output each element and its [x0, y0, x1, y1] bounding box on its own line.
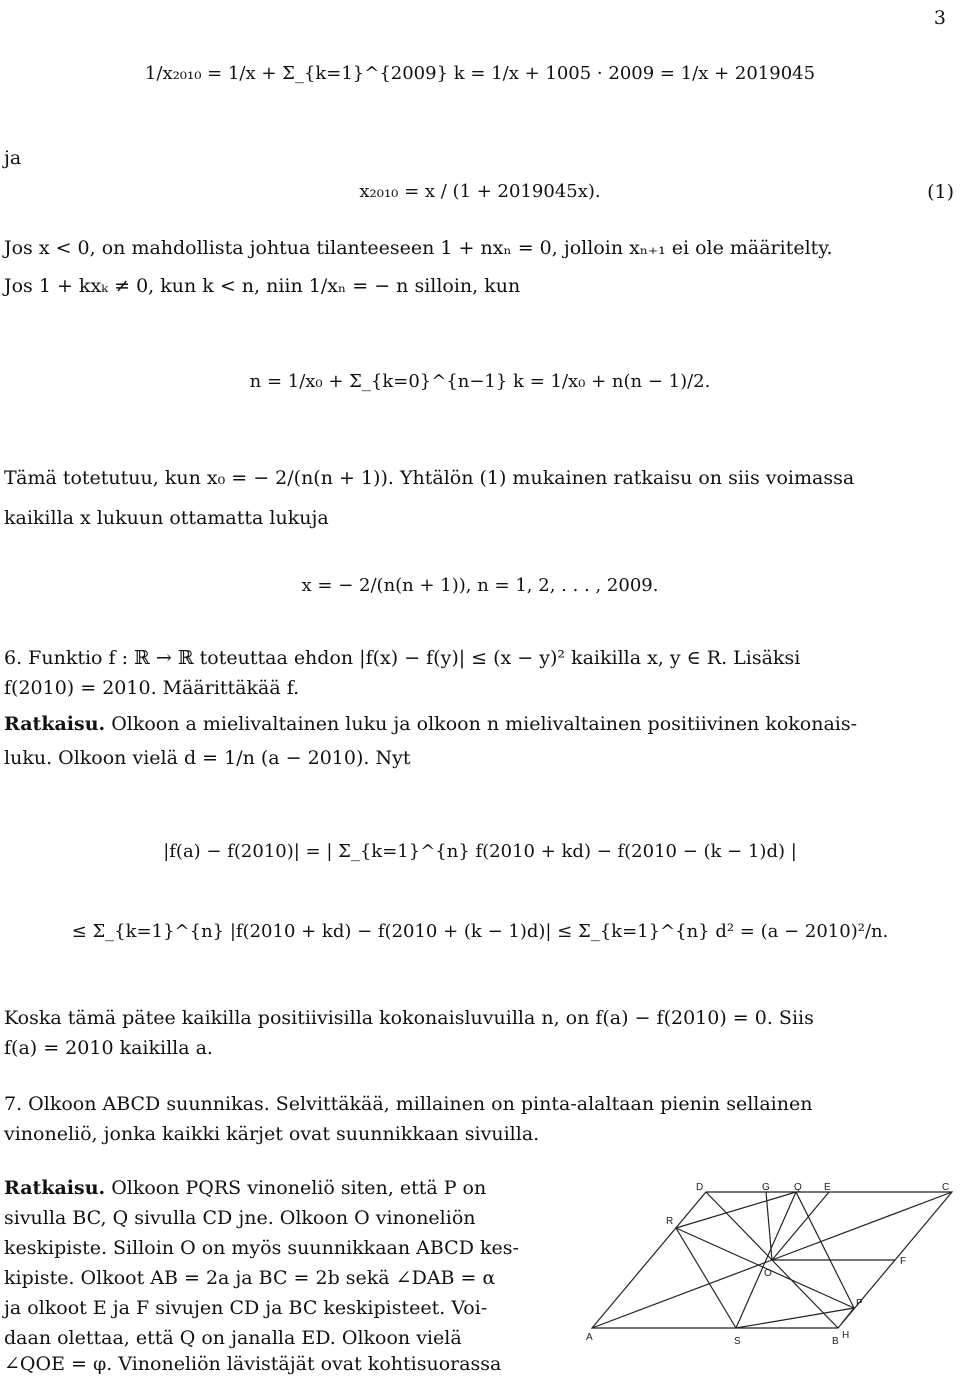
problem-7-line-1: 7. Olkoon ABCD suunnikas. Selvittäkää, millainen on pinta-alaltaan pienin sellainen	[4, 1093, 813, 1115]
equation-number-1: (1)	[927, 181, 954, 203]
solution-7-label: Ratkaisu.	[4, 1177, 106, 1199]
parallelogram-rhombus-figure	[586, 1180, 956, 1350]
solution-7-line-7: ∠QOE = φ. Vinoneliön lävistäjät ovat kohtisuorassa	[4, 1353, 502, 1375]
label-c: C	[942, 1182, 950, 1193]
solution-6-line-1	[4, 712, 857, 738]
label-b: B	[832, 1336, 839, 1347]
paragraph-2: Jos 1 + kxₖ ≠ 0, kun k < n, niin 1/xₙ = − n silloin, kun	[4, 275, 521, 297]
solution-7-text-1: Olkoon PQRS vinoneliö siten, että P on	[111, 1177, 487, 1199]
paragraph-4: kaikilla x lukuun ottamatta lukuja	[4, 507, 329, 529]
label-d: D	[696, 1182, 704, 1193]
equation-x-values: x = − 2/(n(n + 1)), n = 1, 2, . . . , 2009.	[301, 575, 659, 596]
segment-a-o	[592, 1260, 772, 1328]
equation-f-line-2: ≤ Σ_{k=1}^{n} |f(2010 + kd) − f(2010 + (k − 1)d)| ≤ Σ_{k=1}^{n} d² = (a − 2010)²/n.	[71, 921, 889, 942]
label-q: Q	[794, 1182, 802, 1193]
problem-7-line-2: vinoneliö, jonka kaikki kärjet ovat suunnikkaan sivuilla.	[4, 1123, 540, 1145]
paragraph-3: Tämä totetutuu, kun x₀ = − 2/(n(n + 1)). Yhtälön (1) mukainen ratkaisu on siis voimassa	[4, 467, 855, 489]
segment-o-g	[766, 1192, 772, 1260]
label-e: E	[824, 1182, 831, 1193]
equation-x2010: x₂₀₁₀ = x / (1 + 2019045x).	[359, 181, 601, 202]
text-ja: ja	[4, 147, 22, 169]
solution-7-line-3: keskipiste. Silloin O on myös suunnikkaan ABCD kes-	[4, 1237, 519, 1259]
label-a: A	[586, 1332, 593, 1343]
solution-7-line-1	[4, 1176, 486, 1202]
solution-7-line-4: kipiste. Olkoot AB = 2a ja BC = 2b sekä ∠DAB = α	[4, 1267, 496, 1289]
label-g: G	[762, 1182, 770, 1193]
solution-7-line-6: daan olettaa, että Q on janalla ED. Olkoon vielä	[4, 1327, 462, 1349]
segment-o-b	[772, 1260, 838, 1328]
label-s: S	[734, 1336, 741, 1347]
solution-6-line-2: luku. Olkoon vielä d = 1/n (a − 2010). Nyt	[4, 747, 411, 769]
equation-x2010-sum: 1/x₂₀₁₀ = 1/x + Σ_{k=1}^{2009} k = 1/x + 1005 · 2009 = 1/x + 2019045	[144, 63, 816, 84]
solution-7-line-2: sivulla BC, Q sivulla CD jne. Olkoon O vinoneliön	[4, 1207, 476, 1229]
equation-n-sum: n = 1/x₀ + Σ_{k=0}^{n−1} k = 1/x₀ + n(n − 1)/2.	[249, 371, 711, 392]
paragraph-1: Jos x < 0, on mahdollista johtua tilanteeseen 1 + nxₙ = 0, jolloin xₙ₊₁ ei ole määritelty.	[4, 237, 833, 259]
solution-6-line-4: f(a) = 2010 kaikilla a.	[4, 1037, 213, 1059]
label-r: R	[666, 1216, 674, 1227]
label-f: F	[900, 1256, 907, 1267]
solution-6-line-3: Koska tämä pätee kaikilla positiivisilla kokonaisluvuilla n, on f(a) − f(2010) = 0. Siis	[4, 1007, 814, 1029]
label-p: P	[856, 1298, 863, 1309]
equation-f-line-1: |f(a) − f(2010)| = | Σ_{k=1}^{n} f(2010 + kd) − f(2010 − (k − 1)d) |	[163, 841, 797, 862]
solution-7-line-5: ja olkoot E ja F sivujen CD ja BC keskipisteet. Voi-	[4, 1297, 488, 1319]
solution-6-text-1: Olkoon a mielivaltainen luku ja olkoon n mielivaltainen positiivinen kokonais-	[111, 713, 858, 735]
page-number: 3	[933, 7, 946, 29]
problem-6-line-1: 6. Funktio f : ℝ → ℝ toteuttaa ehdon |f(x) − f(y)| ≤ (x − y)² kaikilla x, y ∈ R. Lisäksi	[4, 647, 801, 669]
solution-6-label: Ratkaisu.	[4, 713, 106, 735]
problem-6-line-2: f(2010) = 2010. Määrittäkää f.	[4, 677, 300, 699]
label-o: O	[764, 1268, 772, 1279]
segment-o-c	[772, 1192, 952, 1260]
label-h: H	[842, 1330, 850, 1341]
